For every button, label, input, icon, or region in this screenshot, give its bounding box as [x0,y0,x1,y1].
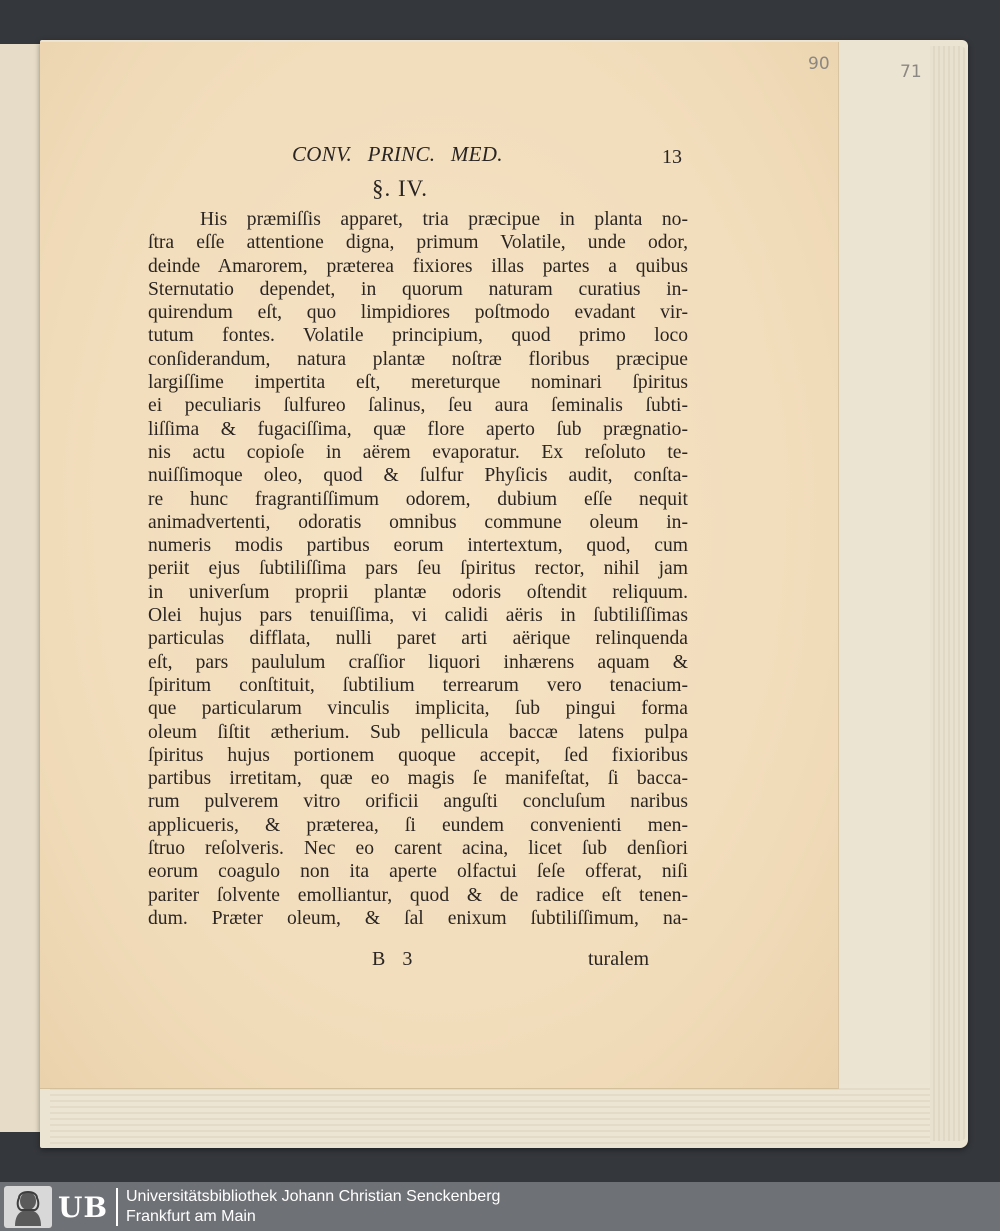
pencil-mark-new: 71 [900,62,922,82]
text-line: rum pulverem vitro orificii anguſti concluſum naribus [148,791,688,813]
catchword: turalem [588,948,650,970]
text-line: particulas difflata, nulli paret arti aërique relinquenda [148,628,688,650]
text-line: ſtra eſſe attentione digna, primum Volatile, unde odor, [148,232,688,254]
page-stack-edge [930,46,966,1141]
text-line: ſtruo reſolveris. Nec eo carent acina, licet ſub denſiori [148,838,688,860]
institution-line-1: Universitätsbibliothek Johann Christian Senckenberg [126,1188,501,1205]
text-line: nis actu copioſe in aërem evaporatur. Ex reſoluto te- [148,441,688,463]
institution-name [126,1187,500,1227]
signature-mark: B 3 [372,948,419,970]
text-line: ſpiritum conſtituit, ſubtilium terrearum vero tenacium- [148,674,688,696]
text-line: Olei hujus pars tenuiſſima, vi calidi aëris in ſubtiliſſimas [148,605,688,627]
text-line: quirendum eſt, quo limpidiores poſtmodo evadant vir- [148,302,688,324]
text-line: que particularum vinculis implicita, ſub pingui forma [148,698,688,720]
text-line: periit ejus ſubtiliſſima pars ſeu ſpiritus rector, nihil jam [148,558,688,580]
text-line: applicueris, & præterea, ſi eundem convenienti men- [148,814,688,836]
text-line: tutum fontes. Volatile principium, quod primo loco [148,325,688,347]
text-line: ſpiritus hujus portionem quoque accepit, ſed fixioribus [148,744,688,766]
logo-text: UB [58,1190,109,1224]
text-line: Sternutatio dependet, in quorum naturam curatius in- [148,278,688,300]
text-line: dum. Præter oleum, & ſal enixum ſubtiliſſimum, na- [148,907,688,929]
body-text [148,208,688,930]
text-line: animadvertenti, odoratis omnibus commune oleum in- [148,511,688,533]
text-line: partibus irretitam, quæ eo magis ſe manifeſtat, ſi bacca- [148,768,688,790]
text-line: re hunc fragrantiſſimum odorem, dubium eſſe nequit [148,488,688,510]
library-footer [0,1182,1000,1231]
text-line: oleum ſiſtit ætherium. Sub pellicula baccæ latens pulpa [148,721,688,743]
text-line: in univerſum proprii plantæ odoris oſtendit reliquum. [148,581,688,603]
text-line: liſſima & fugaciſſima, quæ flore aperto ſub prægnatio- [148,418,688,440]
ub-logo[interactable] [4,1186,114,1228]
text-line: nuiſſimoque oleo, quod & ſulfur Phyſicis audit, conſta- [148,465,688,487]
divider [116,1188,118,1226]
text-line: pariter ſolvente emolliantur, quod & de radice eſt tenen- [148,884,688,906]
text-line: largiſſime impertita eſt, mereturque nominari ſpiritus [148,372,688,394]
pencil-mark-old: 90 [808,54,830,74]
section-heading: §. IV. [372,176,429,201]
text-line: eorum coagulo non ita aperte olfactui ſeſe offerat, niſi [148,861,688,883]
text-line: ei peculiaris ſulfureo ſalinus, ſeu aura ſeminalis ſubti- [148,395,688,417]
page-number: 13 [662,146,682,168]
text-line: His præmiſſis apparet, tria præcipue in planta no- [200,209,688,230]
text-line: eſt, pars paululum craſſior liquori inhærens aquam & [148,651,688,673]
page-stack-bottom [50,1084,930,1144]
text-line: conſiderandum, natura plantæ noſtræ floribus præcipue [148,348,688,370]
text-line: deinde Amarorem, præterea fixiores illas partes a quibus [148,255,688,277]
portrait-icon [4,1186,52,1228]
running-header-title: CONV. PRINC. MED. [292,142,503,166]
text-line: numeris modis partibus eorum intertextum, quod, cum [148,535,688,557]
institution-line-2: Frankfurt am Main [126,1208,256,1225]
